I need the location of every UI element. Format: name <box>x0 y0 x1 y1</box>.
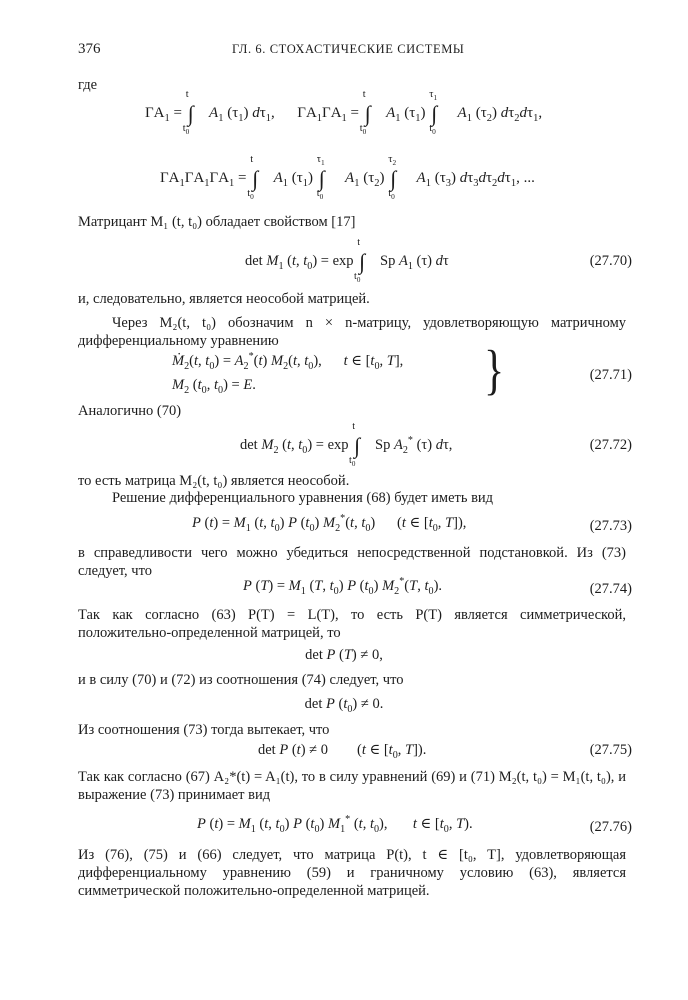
paragraph-validity: в справедливости чего можно убедиться непосредственной подстановкой. Из (73) следует, что <box>78 545 626 580</box>
right-brace: } <box>484 341 505 401</box>
formula-27-76: P $(t) = M_1$ (t, $t_0$) P $(t_0)$ $M_1^*$ (t, $t_0$), t ∈ [$t_0$, T). <box>197 814 473 835</box>
page-number: 376 <box>78 41 101 57</box>
equation-number-27-74: (27.74) <box>589 581 632 597</box>
paragraph-where: где <box>78 77 98 93</box>
formula-gamma-1: $\Gamma A_1 = \int^t_{t_0}$ $A_1$ $(\tau_1)$ $d\tau_1$, $\Gamma A_1\Gamma A_1 = \int^t_{t_0}$ $A_1$ $(\tau_1)$ ∫$^{\tau_1}_{t_0}$ $A_1$ $(\tau_2)$ $d\tau_2d\tau_1$, <box>145 89 543 137</box>
formula-27-72: $\det M_2$ (t, $t_0) = \exp \int^t_{t_0}$ Sp $A_2^*$ (τ) dτ, <box>240 421 453 468</box>
formula-27-73: P $(t) = M_1$ (t, $t_0$) P $(t_0)$ $M_2^*(t$, $t_0$) (t ∈ [$t_0$, T]), <box>192 513 467 534</box>
formula-27-75: det P (t) ≠ 0 (t ∈ [$t_0$, T]). <box>258 742 427 761</box>
paragraph-nonsingular: и, следовательно, является неособой матрицей. <box>78 291 370 307</box>
formula-det-pt: det P (T) ≠ 0, <box>305 647 383 663</box>
equation-number-27-76: (27.76) <box>589 819 632 835</box>
formula-gamma-2: $\Gamma A_1\Gamma A_1\Gamma A_1 = \int^t_{t_0}$ $A_1$ $(\tau_1)$ ∫$^{\tau_1}_{t_0}$ $A_1$ $(\tau_2)$ ∫$^{\tau_2}_{t_0}$ $A_1$ $(\tau_3)$ $d\tau_3d\tau_2d\tau_1$, ... <box>160 154 535 202</box>
equation-number-27-71: (27.71) <box>589 367 632 383</box>
paragraph-final: Из (76), (75) и (66) следует, что матрица P(t), t ∈ [t₀, T], удовлетворяющая дифференциальному уравнению (59) и граничному условию (63), является симметрической положительно-определенной матрицей. <box>78 847 626 900</box>
equation-number-27-72: (27.72) <box>589 437 632 453</box>
paragraph-from-73: Из соотношения (73) тогда вытекает, что <box>78 722 330 738</box>
equation-number-27-75: (27.75) <box>589 742 632 758</box>
equation-number-27-73: (27.73) <box>589 518 632 534</box>
paragraph-similarly: Аналогично (70) <box>78 403 182 419</box>
paragraph-since-63: Так как согласно (63) P(T) = L(T), то есть P(T) является симметрической, положительно-определенной матрицей, то <box>78 607 626 642</box>
paragraph-since-67: Так как согласно (67) A₂*(t) = A₁(t), то в силу уравнений (69) и (71) M₂(t, t₀) = M₁(t, t₀), и выражение (73) принимает вид <box>78 769 626 804</box>
equation-number-27-70: (27.70) <box>589 253 632 269</box>
formula-det-pt0: det P $(t_0) \ne 0$. <box>304 696 384 715</box>
formula-27-71-line2: $M_2$ ($t_0$, $t_0) = E$. <box>172 377 256 396</box>
running-title: ГЛ. 6. СТОХАСТИЧЕСКИЕ СИСТЕМЫ <box>232 42 465 56</box>
paragraph-matrizant: Матрицант M₁ (t, t₀) обладает свойством [17] <box>78 214 356 230</box>
formula-27-71-line1: Ṁ$_2$(t, $t_0) = A_2^*(t)$ $M_2(t$, $t_0$), t ∈ [$t_0$, T], <box>172 351 404 372</box>
paragraph-by-force: и в силу (70) и (72) из соотношения (74) следует, что <box>78 672 404 688</box>
paragraph-ie: то есть матрица M₂(t, t₀) является неособой. <box>78 473 350 489</box>
paragraph-through-m2: Через M₂(t, t₀) обозначим n × n-матрицу, удовлетворяющую матричному дифференциальному уравнению <box>78 315 626 350</box>
paragraph-solution: Решение дифференциального уравнения (68) будет иметь вид <box>112 490 494 506</box>
formula-27-74: P $(T) = M_1$ (T, $t_0$) P $(t_0)$ $M_2^*(T$, $t_0$). <box>243 576 443 597</box>
formula-27-70: $\det M_1$ (t, $t_0) = \exp \int^t_{t_0}$ Sp $A_1$ (τ) dτ <box>245 237 449 284</box>
